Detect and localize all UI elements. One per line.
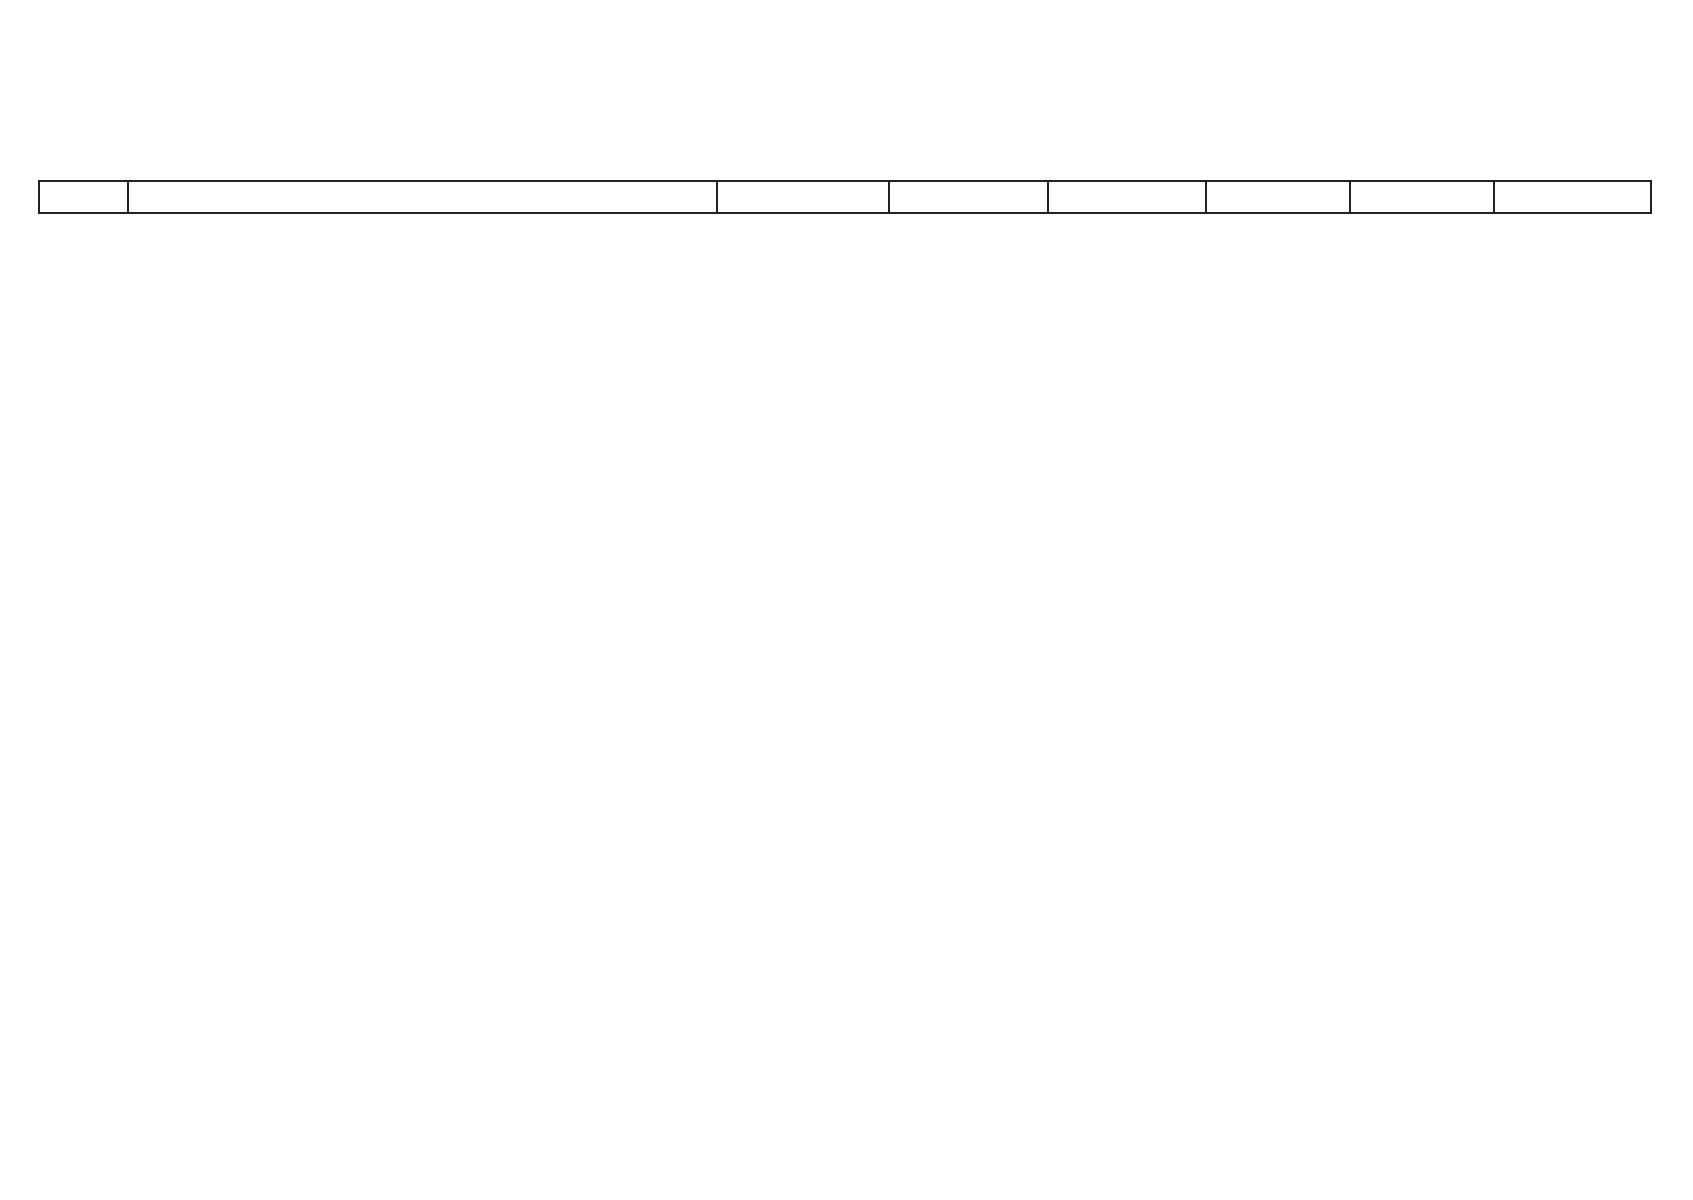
column-header (717, 181, 889, 213)
column-header (1494, 181, 1651, 213)
column-header (1048, 181, 1206, 213)
column-header (39, 181, 128, 213)
column-header-table (38, 180, 1652, 214)
table-body (38, 240, 1650, 281)
section-gap (38, 240, 1650, 281)
column-header (889, 181, 1048, 213)
column-header (1350, 181, 1494, 213)
column-header (1206, 181, 1350, 213)
column-header (128, 181, 717, 213)
